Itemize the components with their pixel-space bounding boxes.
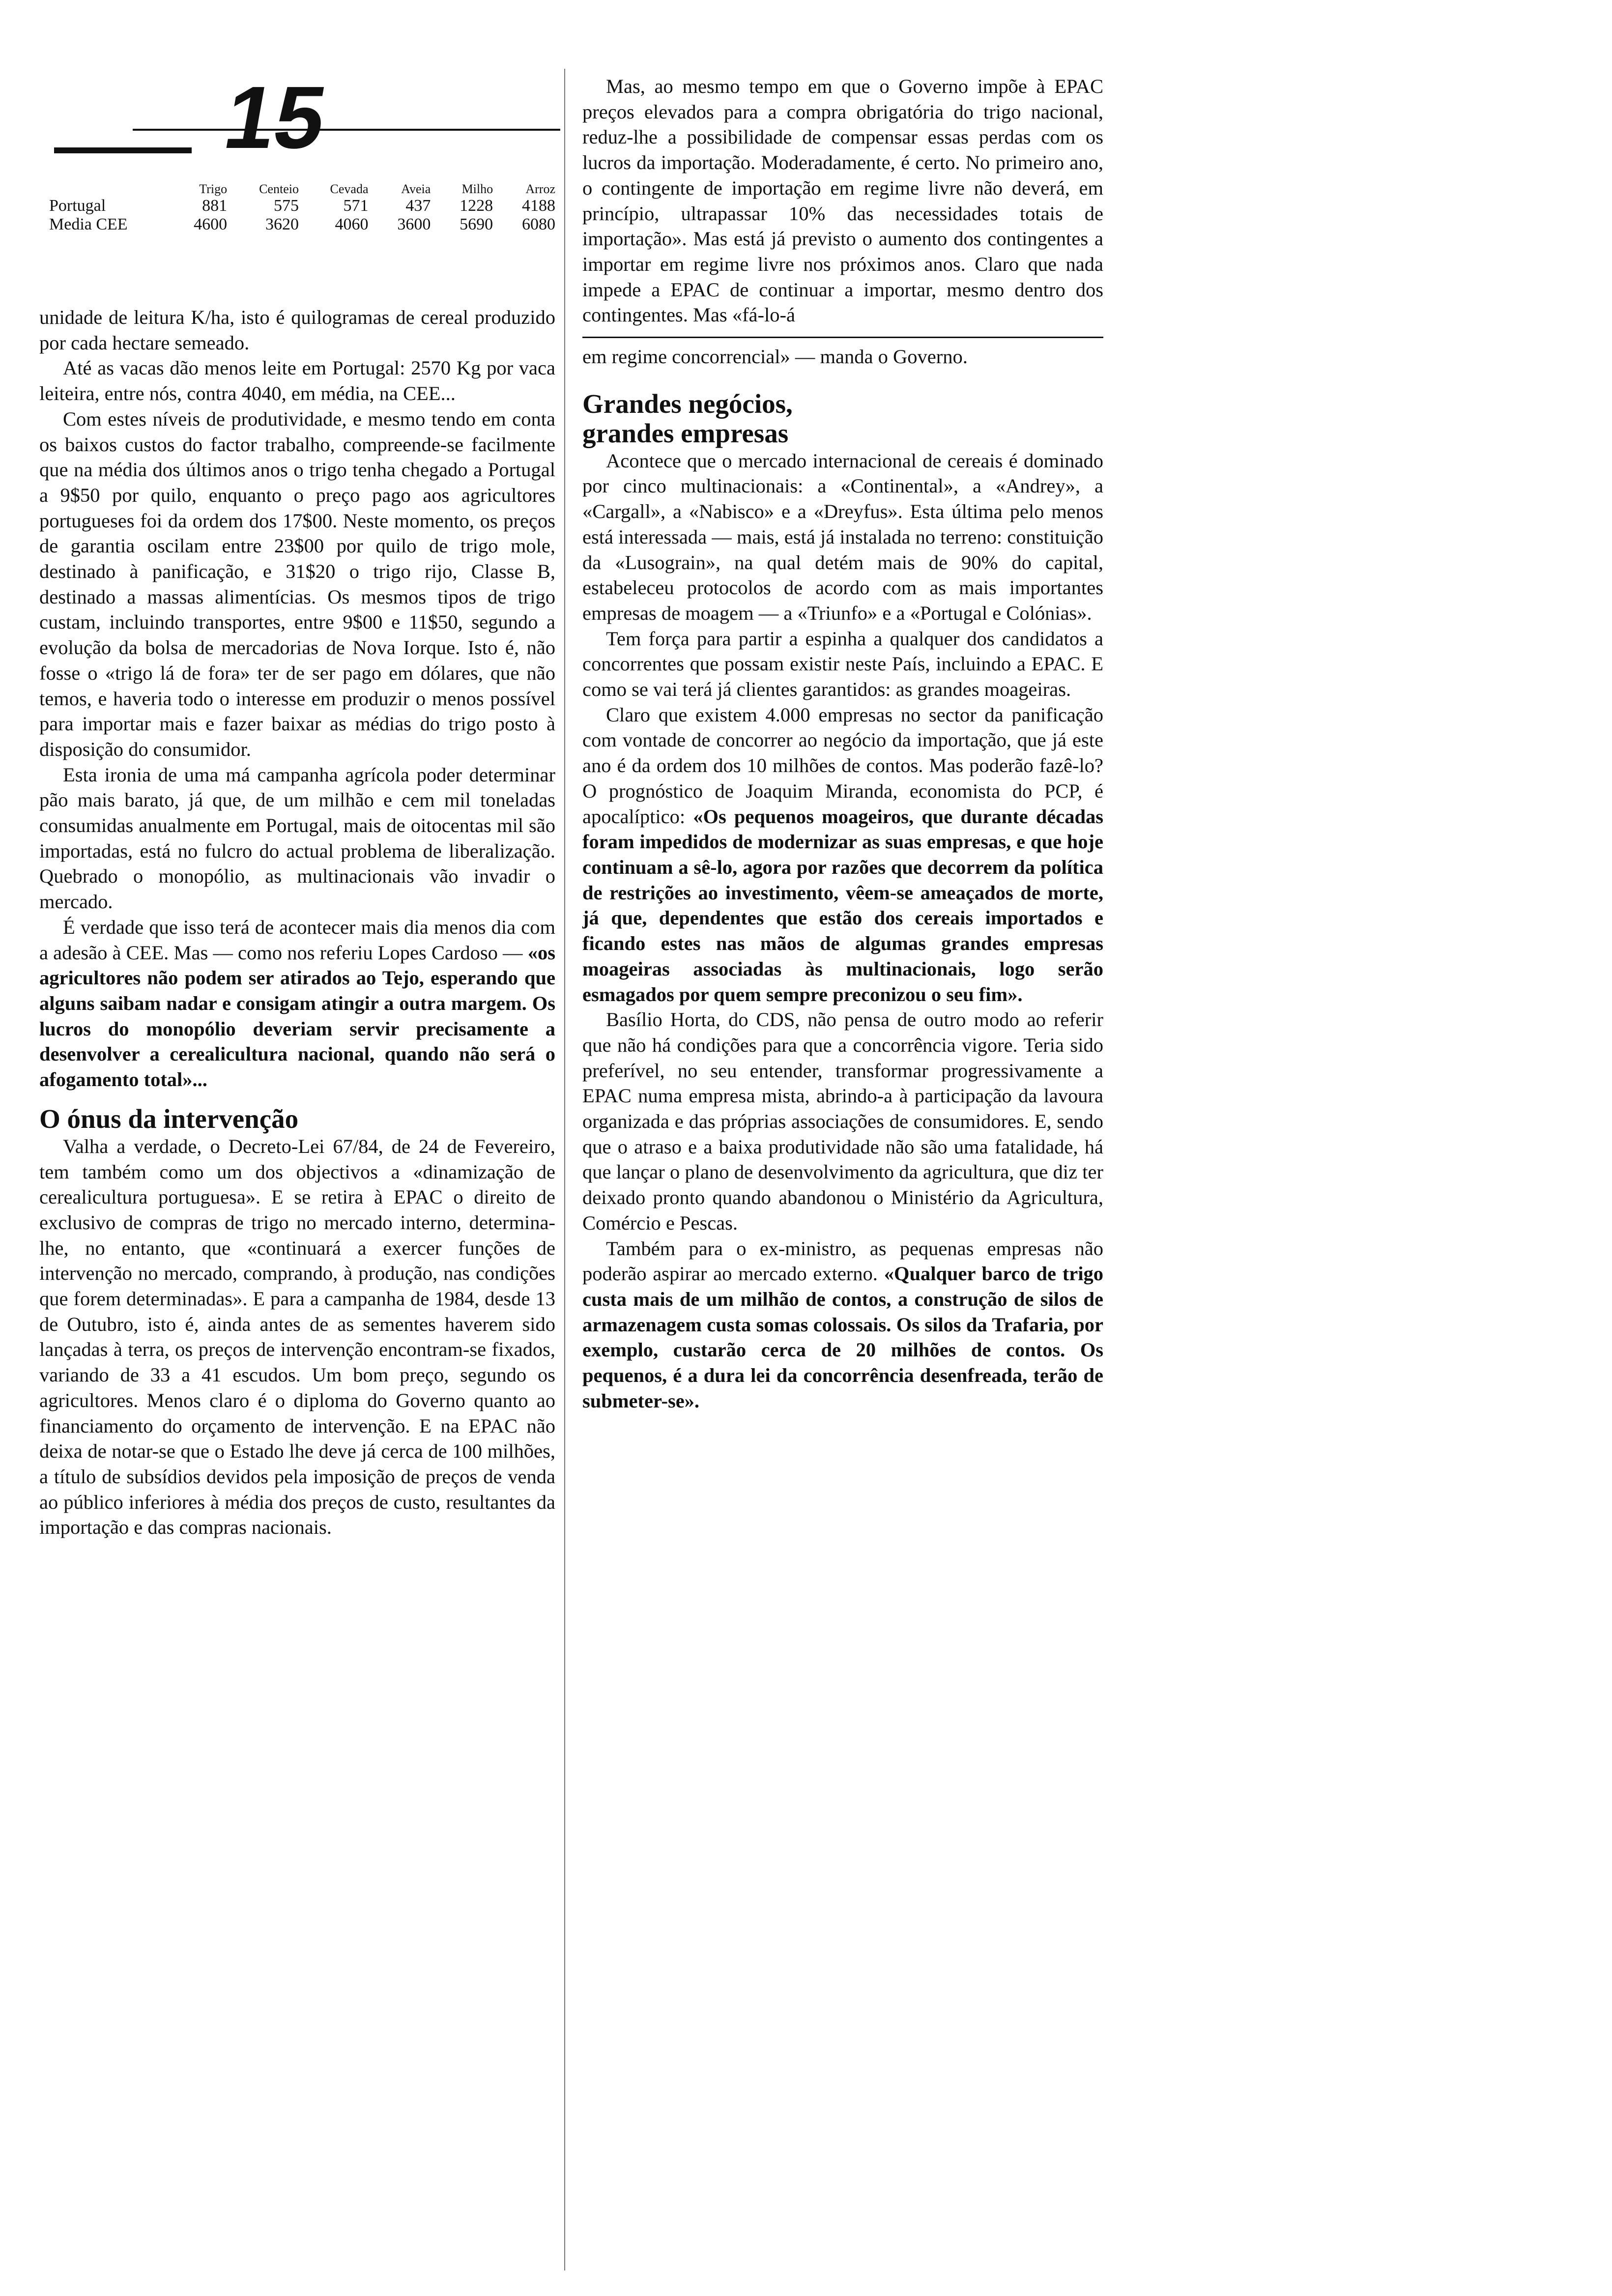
divider-rule	[582, 337, 1103, 338]
paragraph	[582, 702, 1103, 1007]
paragraph	[39, 915, 555, 1092]
column-divider	[564, 69, 565, 2270]
paragraph-text: É verdade que isso terá de acontecer mais dia menos dia com a adesão à CEE. Mas — como nos referiu Lopes Cardoso —	[39, 916, 555, 964]
row-label: Portugal	[49, 197, 106, 215]
table-cell: 437	[405, 197, 431, 215]
table-cell: 575	[273, 197, 299, 215]
table-cell: 4060	[335, 215, 369, 233]
table-cell: 4600	[194, 215, 228, 233]
paragraph: Mas, ao mesmo tempo em que o Governo impõe à EPAC preços elevados para a compra obrigatória do trigo nacional, reduz-lhe a possibilidade de compensar essas perdas com os lucros da importação. Moderadamente, é certo. No primeiro ano, o contingente de importação em regime livre não deverá, em princípio, ultrapassar 10% das necessidades totais de importação». Mas está já previsto o aumento dos contingentes a importar em regime livre nos próximos anos. Claro que nada impede a EPAC de continuar a importar, mesmo dentro dos contingentes. Mas «fá-lo-á	[582, 75, 1103, 326]
section-heading: Grandes negócios,	[582, 388, 793, 419]
paragraph-text: Também para o ex-ministro, as pequenas empresas não poderão aspirar ao mercado externo.	[582, 1237, 1103, 1285]
paragraph: Acontece que o mercado internacional de cereais é dominado por cinco multinacionais: a «Continental», a «Andrey», a «Cargall», a «Nabisco» e a «Dreyfus». Esta última pelo menos está interessada — mais, está já instalada no terreno: constituição da «Lusograin», na qual detém mais de 90% do capital, estabeleceu protocolos de acordo com as mais importantes empresas de moagem — a «Triunfo» e a «Portugal e Colónias».	[582, 449, 1103, 624]
row-label: Media CEE	[49, 215, 128, 233]
table-row	[49, 197, 555, 215]
table-cell: 571	[343, 197, 369, 215]
table-header: Milho	[461, 182, 493, 196]
paragraph: Basílio Horta, do CDS, não pensa de outro modo ao referir que não há condições para que a concorrência vigore. Teria sido preferível, no seu entender, transformar progressivamente a EPAC numa empresa mista, abrindo-a à participação da lavoura organizada e das próprias associações de consumidores. E, sendo que o atraso e a baixa produtividade não são uma fatalidade, há que lançar o plano de desenvolvimento da agricultura, que diz ter deixado pronto quando abandonou o Ministério da Agricultura, Comércio e Pescas.	[582, 1008, 1103, 1234]
cereal-yield-table	[49, 182, 555, 234]
table-header-row	[49, 182, 555, 197]
quote-text: «os agricultores não podem ser atirados ao Tejo, esperando que alguns saibam nadar e consigam atingir a outra margem. Os lucros do monopólio deveriam servir precisamente a desenvolver a cerealicultura nacional, quando não será o afogamento total»...	[39, 941, 555, 1091]
paragraph-text: Claro que existem 4.000 empresas no sector da panificação com vontade de concorrer ao negócio da importação, que já este ano é da ordem dos 10 milhões de contos. Mas poderão fazê-lo? O prognóstico de Joaquim Miranda, economista do PCP, é apocalíptico:	[582, 703, 1103, 828]
paragraph: Com estes níveis de produtividade, e mesmo tendo em conta os baixos custos do factor trabalho, compreende-se facilmente que na média dos últimos anos o trigo tenha chegado a Portugal a 9$50 por quilo, enquanto o preço pago aos agricultores portugueses foi da ordem dos 17$00. Neste momento, os preços de garantia oscilam entre 23$00 por quilo de trigo mole, destinado à panificação, e 31$20 o trigo rijo, Classe B, destinado a massas alimentícias. Os mesmos tipos de trigo custam, incluindo transportes, entre 9$00 e 11$50, segundo a evolução da bolsa de mercadorias de Nova Iorque. Isto é, não fosse o «trigo lá de fora» ter de ser pago em dólares, que não temos, e haveria todo o interesse em produzir o menos possível para importar mais e fazer baixar as médias do trigo posto à disposição do consumidor.	[39, 407, 555, 760]
table-cell: 1228	[460, 197, 493, 215]
top-rule	[133, 129, 560, 131]
section-heading: O ónus da intervenção	[39, 1103, 299, 1134]
quote-text: «Os pequenos moageiros, que durante décadas foram impedidos de modernizar as suas empresas, e que hoje continuam a sê-lo, agora por razões que decorrem da política de restrições ao investimento, vêem-se ameaçados de morte, já que, dependentes que estão dos cereais importados e ficando estes nas mãos de algumas grandes empresas moageiras associadas às multinacionais, logo serão esmagados por quem sempre preconizou o seu fim».	[582, 805, 1104, 1005]
table-cell: 3600	[397, 215, 431, 233]
table-cell: 6080	[522, 215, 555, 233]
table-cell: 5690	[460, 215, 493, 233]
paragraph: unidade de leitura K/ha, isto é quilogramas de cereal produzido por cada hectare semeado.	[39, 306, 555, 354]
top-rule-short	[54, 147, 192, 153]
right-column	[582, 74, 1103, 1413]
table-header: Trigo	[199, 182, 228, 196]
table-header	[49, 182, 165, 197]
table-cell: 3620	[265, 215, 299, 233]
table-header: Centeio	[259, 182, 299, 196]
section-heading: grandes empresas	[582, 418, 789, 448]
table-header: Aveia	[401, 182, 431, 196]
table-cell: 881	[202, 197, 228, 215]
paragraph: Tem força para partir a espinha a qualquer dos candidatos a concorrentes que possam existir neste País, incluindo a EPAC. E como se vai terá já clientes garantidos: as grandes moageiras.	[582, 627, 1103, 701]
paragraph: em regime concorrencial» — manda o Governo.	[582, 345, 968, 368]
paragraph	[582, 1236, 1103, 1414]
left-column	[39, 305, 555, 1540]
page-number-mark: 15	[217, 68, 334, 167]
table-header: Arroz	[525, 182, 555, 196]
paragraph: Valha a verdade, o Decreto-Lei 67/84, de 24 de Fevereiro, tem também como um dos objectivos a «dinamização de cerealicultura portuguesa». E se retira à EPAC o direito de exclusivo de compras de trigo no mercado interno, determina-lhe, no entanto, que «continuará a exercer funções de intervenção no mercado, comprando, à produção, nas condições que forem determinadas». E para a campanha de 1984, desde 13 de Outubro, isto é, ainda antes de as sementes haverem sido lançadas à terra, os preços de intervenção encontram-se fixados, variando de 33 a 41 escudos. Um bom preço, segundo os agricultores. Menos claro é o diploma do Governo quanto ao financiamento do orçamento de intervenção. E na EPAC não deixa de notar-se que o Estado lhe deve já cerca de 100 milhões, a título de subsídios devidos pela imposição de preços de venda ao público inferiores à média dos preços de custo, resultantes da importação e das compras nacionais.	[39, 1135, 555, 1539]
table-cell: 4188	[522, 197, 555, 215]
quote-text: «Qualquer barco de trigo custa mais de um milhão de contos, a construção de silos de armazenagem custa somas colossais. Os silos da Trafaria, por exemplo, custarão cerca de 20 milhões de contos. Os pequenos, é a dura lei da concorrência desenfreada, terão de submeter-se».	[582, 1263, 1103, 1412]
table-header: Cevada	[330, 182, 369, 196]
paragraph: Até as vacas dão menos leite em Portugal: 2570 Kg por vaca leiteira, entre nós, contra 4040, em média, na CEE...	[39, 357, 555, 405]
paragraph: Esta ironia de uma má campanha agrícola poder determinar pão mais barato, já que, de um milhão e cem mil toneladas consumidas anualmente em Portugal, mais de oitocentas mil são importadas, está no fulcro do actual problema de liberalização. Quebrado o monopólio, as multinacionais vão invadir o mercado.	[39, 763, 555, 913]
table-row	[49, 215, 555, 234]
